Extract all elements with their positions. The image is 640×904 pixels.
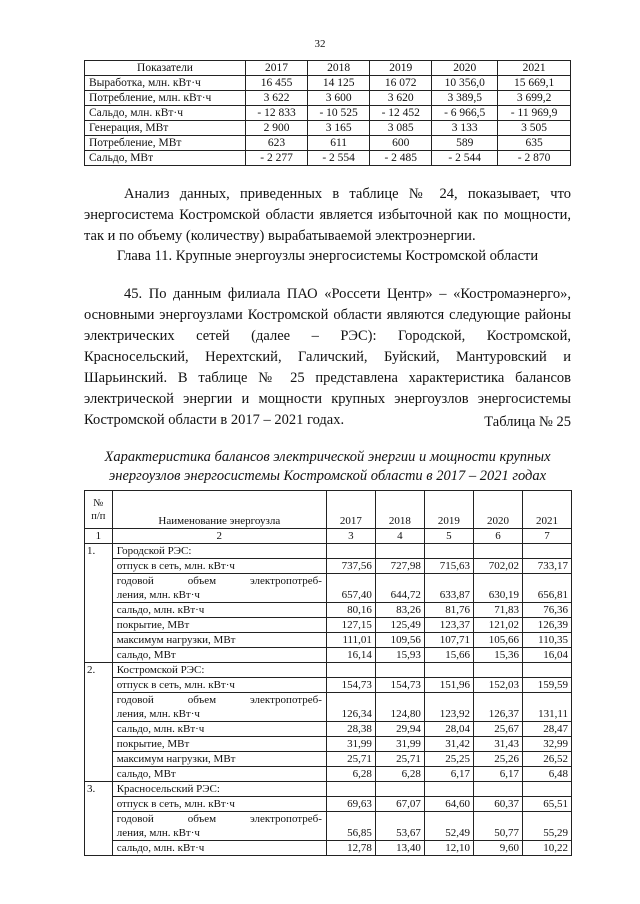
header-cell: 2019 [370,61,432,76]
value-cell: 13,40 [375,841,424,856]
indicator-value-cell: 16 072 [370,76,432,91]
value-cell: 737,56 [326,559,375,574]
indicator-value-cell: 3 133 [432,121,498,136]
empty-cell [375,782,424,797]
indicator-label-line2: ления, млн. кВт·ч [116,708,200,720]
indicator-label: сальдо, МВт [112,648,326,663]
value-cell: 83,26 [375,603,424,618]
table-label: Таблица № 25 [484,414,571,430]
value-cell: 121,02 [473,618,522,633]
indicator-label: покрытие, МВт [112,737,326,752]
value-cell: 25,71 [375,752,424,767]
value-cell: 109,56 [375,633,424,648]
empty-cell [326,663,375,678]
column-index: 6 [473,529,522,544]
indicator-label: сальдо, МВт [112,767,326,782]
energy-nodes-paragraph: 45. По данным филиала ПАО «Россети Центр» – «Костромаэнерго», основными энергоузлами Костромской области являются следующие районы электрических сетей (далее – РЭС): Городской, Костромской, Красносельский, Нерехтский, Галичский, Буйский, Мантуровский и Шарьинский. В таблице № 25 представлена характеристика балансов электрической энергии и мощности крупных энергоузлов энергосистемы Костромской области в 2017 – 2021 годах. [84,286,571,428]
indicator-value-cell: 3 622 [246,91,308,106]
value-cell: 80,16 [326,603,375,618]
value-cell: 702,02 [473,559,522,574]
indicator-label [112,812,326,841]
indicator-label-line1: годовой объем электропотреб- [116,813,322,825]
table-row [85,797,572,812]
value-cell: 31,99 [375,737,424,752]
column-index: 7 [522,529,571,544]
header-cell: 2017 [246,61,308,76]
indicator-value-cell: 3 600 [308,91,370,106]
value-cell: 124,80 [375,693,424,722]
value-cell: 727,98 [375,559,424,574]
indicator-value-cell: - 12 833 [246,106,308,121]
indicator-value-cell: - 6 966,5 [432,106,498,121]
table-row [85,603,572,618]
table-row [85,559,572,574]
indicator-name-cell: Потребление, МВт [85,136,246,151]
indicator-value-cell: 589 [432,136,498,151]
value-cell: 56,85 [326,812,375,841]
table-row [85,841,572,856]
page-number: 32 [314,38,326,50]
indicator-label: сальдо, млн. кВт·ч [112,603,326,618]
indicator-value-cell: 15 669,1 [498,76,571,91]
indicator-label: отпуск в сеть, млн. кВт·ч [112,678,326,693]
value-cell: 151,96 [424,678,473,693]
value-cell: 123,37 [424,618,473,633]
value-cell: 126,34 [326,693,375,722]
indicator-value-cell: 3 389,5 [432,91,498,106]
header-year-cell: 2020 [473,491,522,529]
header-cell: Показатели [85,61,246,76]
indicator-value-cell: 10 356,0 [432,76,498,91]
empty-cell [375,663,424,678]
value-cell: 154,73 [326,678,375,693]
value-cell: 50,77 [473,812,522,841]
value-cell: 733,17 [522,559,571,574]
energy-node-header-row [85,782,572,797]
value-cell: 60,37 [473,797,522,812]
value-cell: 16,14 [326,648,375,663]
empty-cell [473,663,522,678]
table-row [85,648,572,663]
table-row [85,752,572,767]
table-caption: Характеристика балансов электрической энергии и мощности крупных энергоузлов энергосистемы Костромской области в 2017 – 2021 годах [104,449,551,484]
value-cell: 107,71 [424,633,473,648]
value-cell: 6,28 [375,767,424,782]
value-cell: 29,94 [375,722,424,737]
value-cell: 123,92 [424,693,473,722]
value-cell: 15,93 [375,648,424,663]
value-cell: 633,87 [424,574,473,603]
value-cell: 71,83 [473,603,522,618]
value-cell: 67,07 [375,797,424,812]
indicator-label-line1: годовой объем электропотреб- [116,694,322,706]
column-index: 2 [112,529,326,544]
column-index: 5 [424,529,473,544]
column-index: 3 [326,529,375,544]
value-cell: 110,35 [522,633,571,648]
energy-node-header-row [85,544,572,559]
column-index-row [85,529,572,544]
table-row [85,678,572,693]
energy-node-number: 1. [85,544,113,663]
value-cell: 6,17 [473,767,522,782]
value-cell: 657,40 [326,574,375,603]
value-cell: 152,03 [473,678,522,693]
value-cell: 125,49 [375,618,424,633]
value-cell: 154,73 [375,678,424,693]
energy-node-name: Красносельский РЭС: [112,782,326,797]
indicator-label [112,693,326,722]
table-row [85,737,572,752]
value-cell: 16,04 [522,648,571,663]
column-index: 4 [375,529,424,544]
empty-cell [473,544,522,559]
value-cell: 25,71 [326,752,375,767]
indicator-value-cell: 3 085 [370,121,432,136]
indicator-label-line1: годовой объем электропотреб- [116,575,322,587]
header-year-cell: 2018 [375,491,424,529]
value-cell: 31,43 [473,737,522,752]
energy-node-header-row [85,663,572,678]
value-cell: 15,36 [473,648,522,663]
table-row [85,722,572,737]
indicator-value-cell: - 2 554 [308,151,370,166]
indicator-value-cell: 2 900 [246,121,308,136]
indicator-label: сальдо, млн. кВт·ч [112,841,326,856]
value-cell: 25,25 [424,752,473,767]
value-cell: 111,01 [326,633,375,648]
indicator-value-cell: 16 455 [246,76,308,91]
value-cell: 31,99 [326,737,375,752]
column-index: 1 [85,529,113,544]
indicator-label: отпуск в сеть, млн. кВт·ч [112,797,326,812]
value-cell: 25,26 [473,752,522,767]
value-cell: 656,81 [522,574,571,603]
value-cell: 9,60 [473,841,522,856]
indicators-header-row [85,61,571,76]
value-cell: 6,28 [326,767,375,782]
value-cell: 81,76 [424,603,473,618]
empty-cell [424,782,473,797]
chapter-title: Глава 11. Крупные энергоузлы энергосистемы Костромской области [116,248,539,264]
value-cell: 28,04 [424,722,473,737]
value-cell: 6,48 [522,767,571,782]
value-cell: 644,72 [375,574,424,603]
value-cell: 64,60 [424,797,473,812]
value-cell: 6,17 [424,767,473,782]
value-cell: 26,52 [522,752,571,767]
table-row [85,121,571,136]
indicator-value-cell: 14 125 [308,76,370,91]
value-cell: 65,51 [522,797,571,812]
value-cell: 131,11 [522,693,571,722]
header-year-cell: 2019 [424,491,473,529]
indicator-value-cell: 635 [498,136,571,151]
empty-cell [375,544,424,559]
indicator-value-cell: 3 699,2 [498,91,571,106]
header-cell: 2021 [498,61,571,76]
energy-node-name: Костромской РЭС: [112,663,326,678]
header-cell: 2020 [432,61,498,76]
empty-cell [473,782,522,797]
indicator-label: максимум нагрузки, МВт [112,752,326,767]
table-row [85,76,571,91]
table-row [85,136,571,151]
empty-cell [424,663,473,678]
indicator-name-cell: Генерация, МВт [85,121,246,136]
table-row [85,633,572,648]
value-cell: 52,49 [424,812,473,841]
indicator-value-cell: - 11 969,9 [498,106,571,121]
value-cell: 55,29 [522,812,571,841]
table-row [85,106,571,121]
value-cell: 53,67 [375,812,424,841]
header-cell: 2018 [308,61,370,76]
indicator-label: отпуск в сеть, млн. кВт·ч [112,559,326,574]
value-cell: 69,63 [326,797,375,812]
energy-nodes-table [84,490,572,856]
header-year-cell: 2021 [522,491,571,529]
indicator-value-cell: 623 [246,136,308,151]
empty-cell [522,782,571,797]
table-row [85,618,572,633]
table-row [85,693,572,722]
value-cell: 25,67 [473,722,522,737]
indicator-value-cell: 3 505 [498,121,571,136]
value-cell: 10,22 [522,841,571,856]
value-cell: 28,38 [326,722,375,737]
indicator-value-cell: - 2 544 [432,151,498,166]
empty-cell [522,544,571,559]
header-number-cell [85,491,113,529]
empty-cell [326,544,375,559]
header-number-line1: № [93,497,104,509]
energy-nodes-header-row [85,491,572,529]
energy-node-number: 2. [85,663,113,782]
table-row [85,812,572,841]
indicator-label [112,574,326,603]
empty-cell [326,782,375,797]
indicator-label: сальдо, млн. кВт·ч [112,722,326,737]
header-year-cell: 2017 [326,491,375,529]
indicator-value-cell: 3 620 [370,91,432,106]
value-cell: 126,37 [473,693,522,722]
analysis-paragraph: Анализ данных, приведенных в таблице № 24, показывает, что энергосистема Костромской области является избыточной как по мощности, так и по объему (количеству) вырабатываемой электроэнергии. [84,186,571,244]
indicator-label-line2: ления, млн. кВт·ч [116,827,200,839]
indicator-label-line2: ления, млн. кВт·ч [116,589,200,601]
indicator-name-cell: Сальдо, МВт [85,151,246,166]
indicator-value-cell: - 12 452 [370,106,432,121]
indicator-value-cell: - 2 485 [370,151,432,166]
table-row [85,574,572,603]
empty-cell [522,663,571,678]
value-cell: 76,36 [522,603,571,618]
indicator-value-cell: 600 [370,136,432,151]
indicator-label: максимум нагрузки, МВт [112,633,326,648]
indicator-value-cell: - 2 277 [246,151,308,166]
value-cell: 630,19 [473,574,522,603]
value-cell: 12,10 [424,841,473,856]
indicator-name-cell: Выработка, млн. кВт·ч [85,76,246,91]
value-cell: 159,59 [522,678,571,693]
energy-node-name: Городской РЭС: [112,544,326,559]
indicator-value-cell: 3 165 [308,121,370,136]
indicator-name-cell: Сальдо, млн. кВт·ч [85,106,246,121]
indicator-value-cell: 611 [308,136,370,151]
indicator-name-cell: Потребление, млн. кВт·ч [85,91,246,106]
value-cell: 127,15 [326,618,375,633]
table-row [85,767,572,782]
energy-node-number: 3. [85,782,113,856]
indicator-label: покрытие, МВт [112,618,326,633]
value-cell: 12,78 [326,841,375,856]
header-name-cell: Наименование энергоузла [112,491,326,529]
value-cell: 28,47 [522,722,571,737]
table-row [85,151,571,166]
indicators-table [84,60,571,166]
header-number-line2: п/п [91,510,106,522]
value-cell: 15,66 [424,648,473,663]
indicator-value-cell: - 2 870 [498,151,571,166]
value-cell: 126,39 [522,618,571,633]
value-cell: 32,99 [522,737,571,752]
indicator-value-cell: - 10 525 [308,106,370,121]
table-row [85,91,571,106]
value-cell: 31,42 [424,737,473,752]
value-cell: 105,66 [473,633,522,648]
value-cell: 715,63 [424,559,473,574]
empty-cell [424,544,473,559]
